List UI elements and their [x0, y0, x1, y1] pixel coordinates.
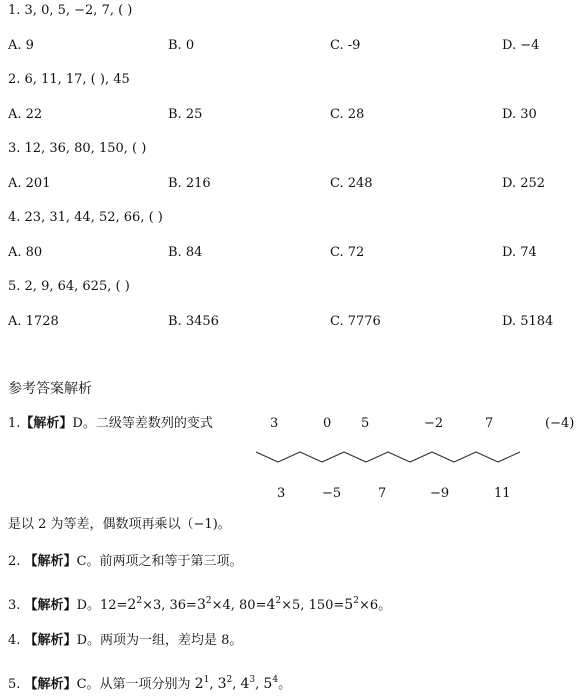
- analysis-tag: 【解析】: [24, 677, 77, 692]
- option-d: D. 74: [502, 245, 537, 260]
- difference-term: −9: [430, 486, 450, 501]
- option-b: B. 0: [168, 38, 195, 53]
- option-a: A. 80: [8, 245, 43, 260]
- question-stem: 1. 3, 0, 5, −2, 7, ( ): [8, 3, 133, 18]
- sequence-term: 3: [270, 416, 279, 431]
- formula-text: ×4, 80=: [211, 598, 267, 613]
- question-stem: 3. 12, 36, 80, 150, ( ): [8, 141, 147, 156]
- separator: ,: [209, 677, 218, 692]
- analysis-4: [8, 632, 242, 650]
- question-stem: 2. 6, 11, 17, ( ), 45: [8, 72, 130, 87]
- power-exponent: 2: [226, 675, 233, 685]
- formula-text: ×6。: [358, 598, 392, 613]
- option-d: D. 252: [502, 176, 546, 191]
- separator: ,: [232, 677, 241, 692]
- power-base: 4: [266, 597, 276, 613]
- analysis-tag: 【解析】: [24, 633, 77, 648]
- analysis-number: 2.: [8, 554, 21, 569]
- formula-text: ×5, 150=: [281, 598, 345, 613]
- analysis-5: [8, 675, 291, 694]
- option-c: C. 72: [330, 245, 365, 260]
- analysis-number: 1.: [8, 416, 21, 431]
- power-exponent: 2: [353, 596, 359, 606]
- analysis-tag: 【解析】: [24, 598, 77, 613]
- analysis-1-continued: 是以 2 为等差，偶数项再乘以（−1)。: [8, 517, 231, 532]
- option-d: D. 5184: [502, 314, 554, 329]
- option-c: C. -9: [330, 38, 361, 53]
- analysis-text: D。两项为一组，差均是 8。: [76, 633, 243, 648]
- analysis-tag: 【解析】: [24, 554, 77, 569]
- analysis-text: C。前两项之和等于第三项。: [76, 554, 243, 569]
- power-base: 3: [196, 597, 206, 613]
- power-exponent: 1: [203, 675, 210, 685]
- power-exponent: 2: [205, 596, 212, 606]
- power-base: 2: [127, 597, 137, 613]
- sequence-answer: (−4): [545, 416, 575, 431]
- analysis-3: [8, 596, 391, 615]
- analysis-number: 4.: [8, 633, 21, 648]
- option-d: D. −4: [502, 38, 540, 53]
- analysis-number: 3.: [8, 598, 21, 613]
- power-base: 4: [240, 676, 250, 692]
- formula-text: ×3, 36=: [142, 598, 197, 613]
- question-stem: 4. 23, 31, 44, 52, 66, ( ): [8, 210, 163, 225]
- option-c: C. 28: [330, 107, 365, 122]
- formula-text: 。: [278, 677, 292, 692]
- difference-term: 7: [378, 486, 387, 501]
- question-stem: 5. 2, 9, 64, 625, ( ): [8, 279, 130, 294]
- option-a: A. 22: [8, 107, 43, 122]
- sequence-term: 0: [323, 416, 332, 431]
- sequence-term: −2: [424, 416, 444, 431]
- analysis-number: 5.: [8, 677, 21, 692]
- option-b: B. 3456: [168, 314, 219, 329]
- analysis-2: [8, 553, 243, 571]
- option-b: B. 84: [168, 245, 203, 260]
- answer-heading: 参考答案解析: [8, 381, 92, 397]
- option-a: A. 201: [8, 176, 51, 191]
- option-b: B. 25: [168, 107, 203, 122]
- power-base: 5: [344, 597, 354, 613]
- separator: ,: [255, 677, 264, 692]
- option-c: C. 248: [330, 176, 373, 191]
- option-a: A. 1728: [8, 314, 59, 329]
- difference-term: 3: [277, 486, 286, 501]
- option-a: A. 9: [8, 38, 34, 53]
- sequence-term: 7: [485, 416, 494, 431]
- power-base: 3: [217, 676, 227, 692]
- power-exponent: 4: [272, 675, 279, 685]
- analysis-tag: 【解析】: [20, 416, 73, 431]
- difference-term: −5: [322, 486, 342, 501]
- sequence-term: 5: [361, 416, 370, 431]
- option-d: D. 30: [502, 107, 537, 122]
- power-exponent: 3: [249, 675, 256, 685]
- power-base: 2: [194, 676, 204, 692]
- analysis-text: D。二级等差数列的变式: [72, 416, 213, 431]
- option-c: C. 7776: [330, 314, 381, 329]
- option-b: B. 216: [168, 176, 211, 191]
- zigzag-line: [256, 452, 520, 462]
- difference-term: 11: [494, 486, 511, 501]
- power-base: 5: [263, 676, 273, 692]
- formula-text: C。从第一项分别为: [76, 677, 195, 692]
- power-exponent: 2: [275, 596, 282, 606]
- formula-text: D。12=: [76, 598, 128, 613]
- power-exponent: 2: [136, 596, 143, 606]
